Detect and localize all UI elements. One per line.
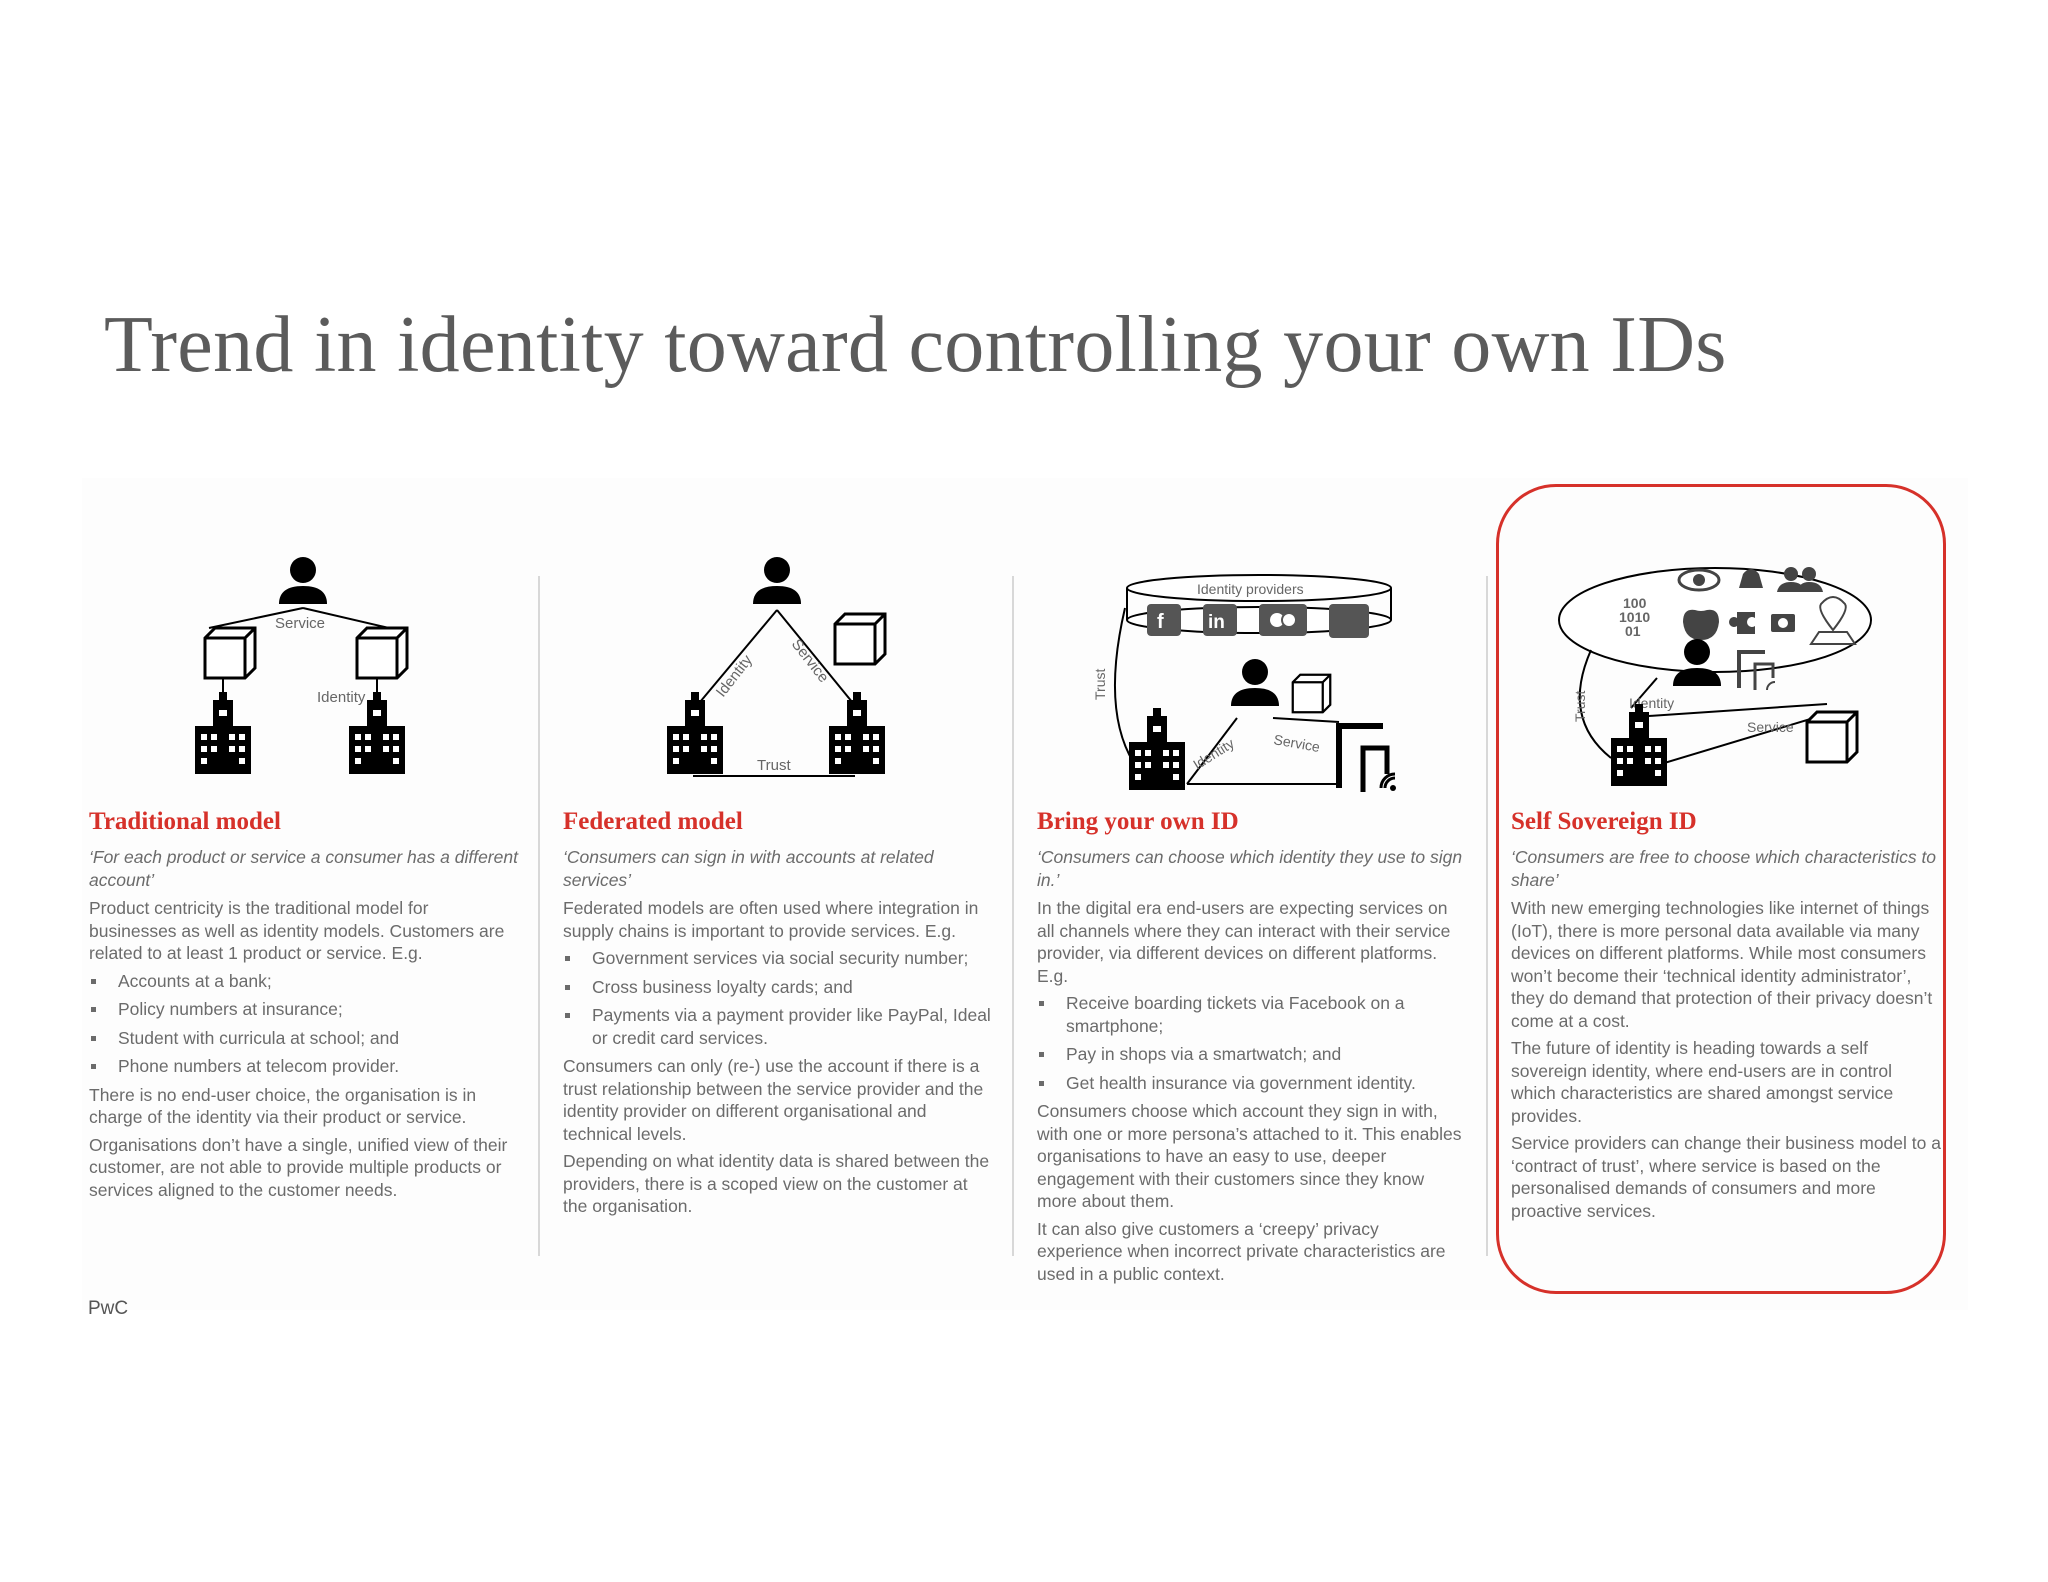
devices-icon bbox=[1339, 726, 1396, 792]
provider-icon bbox=[1329, 604, 1369, 638]
bring-your-own-id-paragraph: It can also give customers a ‘creepy’ privacy experience when incorrect private characteristics are used in a public context. bbox=[1037, 1218, 1446, 1284]
column-divider bbox=[1486, 576, 1488, 1256]
svg-text:01: 01 bbox=[1625, 623, 1641, 639]
service-label: Service bbox=[275, 615, 326, 632]
service-provider-building-icon bbox=[829, 692, 885, 774]
bullet-item: Receive boarding tickets via Facebook on a smartphone; bbox=[1037, 992, 1467, 1037]
organisation-building-icon bbox=[1129, 708, 1185, 790]
product-cube-icon bbox=[205, 628, 255, 678]
bullet-item: Policy numbers at insurance; bbox=[89, 998, 519, 1021]
bullet-item: Cross business loyalty cards; and bbox=[563, 976, 993, 999]
bring-your-own-id-intro: In the digital era end-users are expecting services on all channels where they can interact with their service provider, via different devices on different platforms. E.g. bbox=[1037, 898, 1451, 986]
bullet-item: Get health insurance via government identity. bbox=[1037, 1072, 1467, 1095]
service-label: Service bbox=[1272, 731, 1322, 756]
bullet-item: Accounts at a bank; bbox=[89, 970, 519, 993]
trust-label: Trust bbox=[1572, 690, 1588, 722]
bullet-item: Phone numbers at telecom provider. bbox=[89, 1055, 519, 1078]
identity-label: Identity bbox=[1629, 695, 1675, 711]
svg-text:f: f bbox=[1157, 611, 1164, 633]
column-divider bbox=[538, 576, 540, 1256]
column-divider bbox=[1012, 576, 1014, 1256]
service-label: Service bbox=[787, 635, 833, 686]
column-federated-model bbox=[563, 548, 993, 1216]
facebook-icon bbox=[1147, 604, 1181, 636]
bring-your-own-id-quote: ‘Consumers can choose which identity they use to sign in.’ bbox=[1037, 847, 1463, 890]
federated-model-bullets bbox=[563, 947, 993, 1049]
identity-label: Identity bbox=[1190, 735, 1237, 773]
consumer-icon bbox=[279, 557, 327, 604]
bring-your-own-id-text bbox=[1037, 846, 1467, 1290]
federated-model-quote: ‘Consumers can sign in with accounts at related services’ bbox=[563, 847, 934, 890]
service-cube-icon bbox=[835, 614, 885, 664]
consumer-icon bbox=[1231, 659, 1279, 706]
svg-text:in: in bbox=[1208, 612, 1225, 633]
service-label: Service bbox=[1747, 719, 1794, 735]
traditional-model-text bbox=[89, 846, 519, 1206]
traditional-model-paragraph: There is no end-user choice, the organisation is in charge of the identity via their product or service. bbox=[89, 1084, 477, 1127]
federated-model-paragraph: Consumers can only (re-) use the account if there is a trust relationship between the service provider and the identity provider on different organisational and technical levels. bbox=[563, 1056, 984, 1144]
consumer-icon bbox=[753, 557, 801, 604]
bring-your-own-id-paragraph: Consumers choose which account they sign in with, with one or more persona’s attached to it. This enables organisations to have an easy to use, deeper engagement with their customers since they know more about them. bbox=[1037, 1101, 1462, 1211]
organisation-building-icon bbox=[195, 692, 251, 774]
traditional-model-heading: Traditional model bbox=[89, 808, 281, 835]
product-cube-icon bbox=[357, 628, 407, 678]
trust-label: Trust bbox=[1092, 668, 1108, 700]
traditional-model-intro: Product centricity is the traditional model for businesses as well as identity models. Customers are related to at least 1 product or service. E.g. bbox=[89, 898, 505, 963]
self-sovereign-id-quote: ‘Consumers are free to choose which characteristics to share’ bbox=[1511, 847, 1937, 890]
identity-label: Identity bbox=[712, 651, 756, 701]
bullet-item: Student with curricula at school; and bbox=[89, 1027, 519, 1050]
federated-model-diagram bbox=[563, 548, 993, 798]
column-traditional-model bbox=[89, 548, 519, 1200]
bring-your-own-id-bullets bbox=[1037, 992, 1467, 1094]
column-bring-your-own-id bbox=[1037, 548, 1467, 1284]
traditional-model-quote: ‘For each product or service a consumer has a different account’ bbox=[89, 847, 518, 890]
federated-model-text bbox=[563, 846, 993, 1223]
traditional-model-bullets bbox=[89, 970, 519, 1078]
self-sovereign-highlight-frame bbox=[1496, 484, 1946, 1294]
binary-data-icon: 100 bbox=[1623, 595, 1647, 611]
identity-providers-label: Identity providers bbox=[1197, 581, 1304, 597]
traditional-model-diagram bbox=[89, 548, 519, 798]
federated-model-intro: Federated models are often used where integration in supply chains is important to provide services. E.g. bbox=[563, 898, 979, 941]
self-sovereign-id-paragraph: The future of identity is heading towards a self sovereign identity, where end-users are in control which characteristics are shared amongst service provides. bbox=[1511, 1038, 1894, 1126]
bring-your-own-id-heading: Bring your own ID bbox=[1037, 808, 1239, 835]
federated-model-paragraph: Depending on what identity data is shared between the providers, there is a scoped view on the customer at the organisation. bbox=[563, 1151, 990, 1216]
self-sovereign-id-paragraph: Service providers can change their business model to a ‘contract of trust’, where service is based on the personalised demands of consumers and more proactive services. bbox=[1511, 1133, 1941, 1221]
identity-label: Identity bbox=[317, 689, 366, 706]
traditional-model-paragraph: Organisations don’t have a single, unified view of their customer, are not able to provide multiple products or services aligned to the customer needs. bbox=[89, 1134, 508, 1200]
svg-text:1010: 1010 bbox=[1619, 609, 1651, 625]
bullet-item: Pay in shops via a smartwatch; and bbox=[1037, 1043, 1467, 1066]
page-title: Trend in identity toward controlling your own IDs bbox=[104, 301, 1727, 389]
identity-provider-building-icon bbox=[667, 692, 723, 774]
bullet-item: Government services via social security number; bbox=[563, 947, 993, 970]
trust-label: Trust bbox=[757, 757, 791, 774]
self-sovereign-id-intro: With new emerging technologies like internet of things (IoT), there is more personal data available via many devices on different platforms. While most consumers won’t become their ‘technical identity administrator’, they do demand that protection of their privacy doesn’t come at a cost. bbox=[1511, 898, 1933, 1031]
footer-brand: PwC bbox=[88, 1298, 129, 1319]
bullet-item: Payments via a payment provider like PayPal, Ideal or credit card services. bbox=[563, 1004, 993, 1049]
service-cube-icon bbox=[1293, 675, 1331, 713]
self-sovereign-id-heading: Self Sovereign ID bbox=[1511, 808, 1697, 835]
bring-your-own-id-diagram bbox=[1037, 548, 1467, 798]
federated-model-heading: Federated model bbox=[563, 808, 743, 835]
